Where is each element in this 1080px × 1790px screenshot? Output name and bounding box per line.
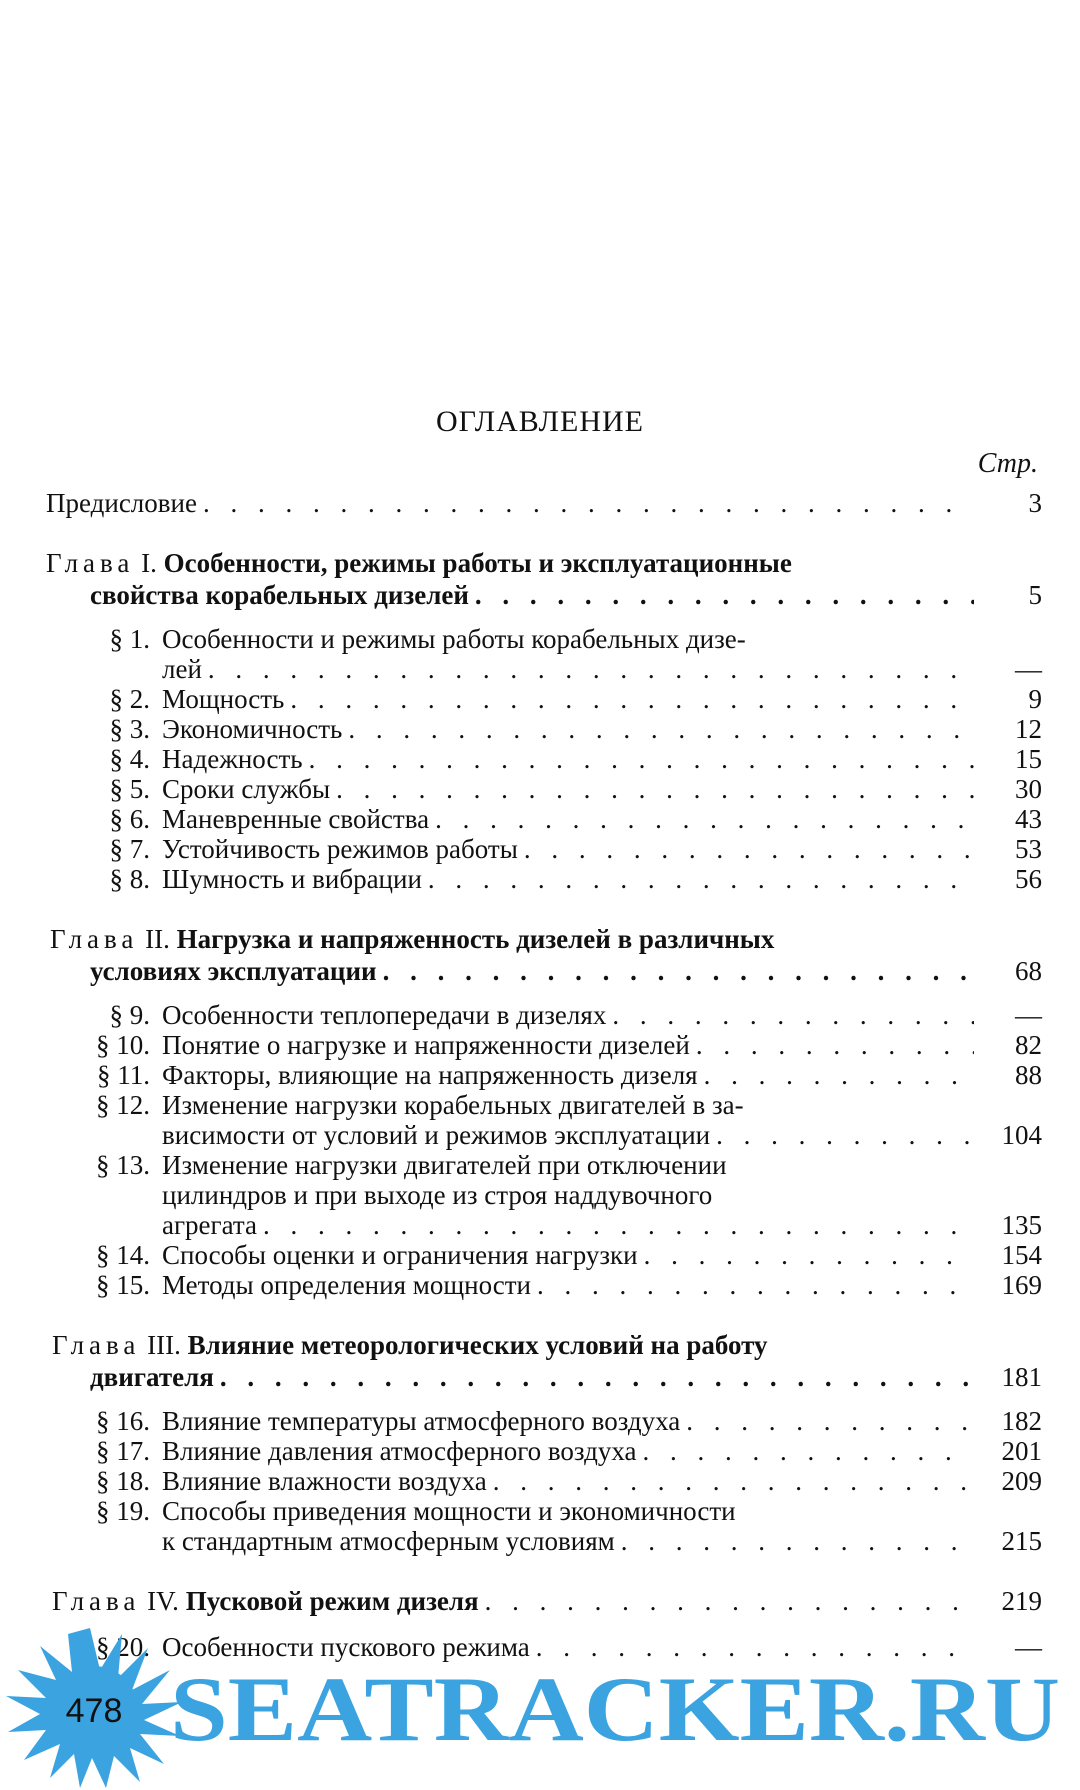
chapter-1-heading[interactable]: Глава I. Особенности, режимы работы и эксплуатационные [46, 548, 792, 578]
page-number: 478 [65, 1692, 123, 1730]
section-15[interactable]: § 15. Методы определения мощности . . . 169 [64, 1270, 1042, 1300]
section-5[interactable]: § 5. Сроки службы . . . 30 [64, 774, 1042, 804]
chapter-2-heading[interactable]: Глава II. Нагрузка и напряженность дизелей в различных [50, 924, 775, 954]
page-ref: 68 [1015, 956, 1042, 986]
page-ref: 209 [1001, 1466, 1042, 1496]
section-14[interactable]: § 14. Способы оценки и ограничения нагрузки . . . 154 [64, 1240, 1042, 1270]
page-ref: 43 [1015, 804, 1042, 834]
section-10[interactable]: § 10. Понятие о нагрузке и напряженности дизелей . . . 82 [64, 1030, 1042, 1060]
section-8[interactable]: § 8. Шумность и вибрации . . . 56 [64, 864, 1042, 894]
chapter-2-heading-cont[interactable]: условиях эксплуатации . . . 68 [90, 956, 1042, 986]
page-ref: 182 [1001, 1406, 1042, 1436]
section-12-cont[interactable]: висимости от условий и режимов эксплуатации . . . 104 [162, 1120, 1042, 1150]
page-ref: 53 [1015, 834, 1042, 864]
section-20[interactable]: § 20. Особенности пускового режима . . . — [64, 1632, 1042, 1662]
watermark-text: SEATRACKER.RU [170, 1658, 1060, 1760]
toc-entry-preface[interactable]: Предисловие . . . 3 [46, 488, 1042, 518]
chapter-3-heading[interactable]: Глава III. Влияние метеорологических условий на работу [52, 1330, 768, 1360]
page-title: ОГЛАВЛЕНИЕ [436, 405, 644, 438]
page-ref: 30 [1015, 774, 1042, 804]
watermark [0, 1620, 1080, 1790]
section-11[interactable]: § 11. Факторы, влияющие на напряженность дизеля . . . 88 [64, 1060, 1042, 1090]
page-ref: 219 [1001, 1586, 1042, 1616]
section-19-cont[interactable]: к стандартным атмосферным условиям . . . 215 [162, 1526, 1042, 1556]
section-16[interactable]: § 16. Влияние температуры атмосферного воздуха . . . 182 [64, 1406, 1042, 1436]
section-13[interactable]: § 13. Изменение нагрузки двигателей при отключении [96, 1150, 727, 1180]
section-6[interactable]: § 6. Маневренные свойства . . . 43 [64, 804, 1042, 834]
page-column-header: Стр. [977, 448, 1038, 479]
page-ref: 169 [1001, 1270, 1042, 1300]
page-ref: 201 [1001, 1436, 1042, 1466]
page-ref: 154 [1001, 1240, 1042, 1270]
page-ref: 135 [1001, 1210, 1042, 1240]
chapter-1-heading-cont[interactable]: свойства корабельных дизелей . . . 5 [90, 580, 1042, 610]
section-2[interactable]: § 2. Мощность . . . 9 [64, 684, 1042, 714]
page-ref: 104 [1001, 1120, 1042, 1150]
page-ref: 12 [1015, 714, 1042, 744]
section-7[interactable]: § 7. Устойчивость режимов работы . . . 53 [64, 834, 1042, 864]
page-ref: — [1015, 654, 1042, 684]
section-9[interactable]: § 9. Особенности теплопередачи в дизелях . . . — [64, 1000, 1042, 1030]
page-ref: 215 [1001, 1526, 1042, 1556]
chapter-4-heading[interactable]: Глава IV. Пусковой режим дизеля . . . 219 [52, 1586, 1042, 1616]
page-ref: 181 [1001, 1362, 1042, 1392]
section-4[interactable]: § 4. Надежность . . . 15 [64, 744, 1042, 774]
page-ref: 3 [1028, 488, 1042, 518]
section-17[interactable]: § 17. Влияние давления атмосферного воздуха . . . 201 [64, 1436, 1042, 1466]
section-18[interactable]: § 18. Влияние влажности воздуха . . . 209 [64, 1466, 1042, 1496]
page-ref: 5 [1028, 580, 1042, 610]
chapter-3-heading-cont[interactable]: двигателя . . . 181 [90, 1362, 1042, 1392]
page-ref: 9 [1028, 684, 1042, 714]
page-ref: 88 [1015, 1060, 1042, 1090]
section-13-cont[interactable]: агрегата . . . 135 [162, 1210, 1042, 1240]
section-19[interactable]: § 19. Способы приведения мощности и экономичности [96, 1496, 736, 1526]
page-ref: 15 [1015, 744, 1042, 774]
section-12[interactable]: § 12. Изменение нагрузки корабельных двигателей в за- [96, 1090, 744, 1120]
section-1[interactable]: § 1. Особенности и режимы работы корабельных дизе- [109, 624, 746, 654]
page-ref: 56 [1015, 864, 1042, 894]
section-3[interactable]: § 3. Экономичность . . . 12 [64, 714, 1042, 744]
section-13-line2[interactable]: цилиндров и при выходе из строя наддувочного [162, 1180, 713, 1210]
page-ref: — [1015, 1632, 1042, 1662]
page-ref: — [1015, 1000, 1042, 1030]
page-ref: 82 [1015, 1030, 1042, 1060]
section-1-cont[interactable]: лей . . . — [162, 654, 1042, 684]
